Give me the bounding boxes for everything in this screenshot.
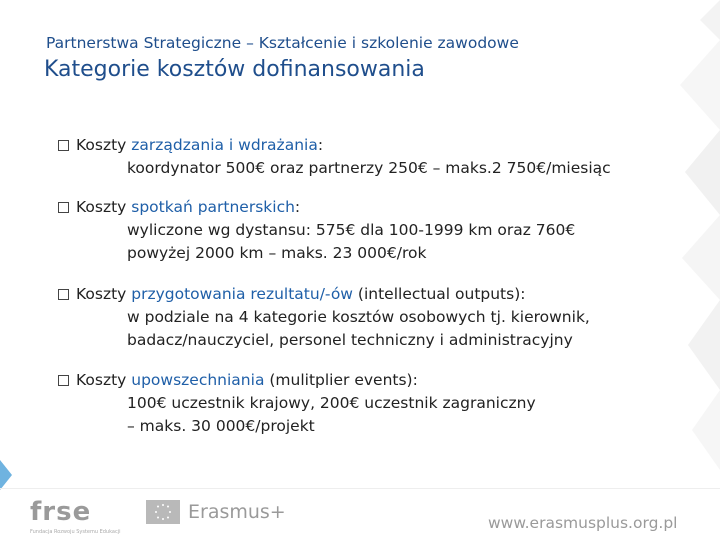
cost-item-management: [58, 134, 611, 180]
item-suffix: (intellectual outputs):: [352, 285, 526, 303]
item-detail-line: badacz/nauczyciel, personel techniczny i administracyjny: [127, 331, 573, 349]
presentation-subtitle: Partnerstwa Strategiczne – Kształcenie i szkolenie zawodowe: [46, 34, 519, 52]
cost-item-dissemination: [58, 369, 536, 438]
checkbox-bullet-icon: [58, 375, 69, 386]
item-detail-line: w podziale na 4 kategorie kosztów osobowych tj. kierownik,: [127, 308, 590, 326]
erasmus-label: Erasmus+: [188, 501, 286, 523]
website-url: www.erasmusplus.org.pl: [488, 514, 678, 532]
item-suffix: :: [317, 136, 324, 154]
eu-flag-icon: [146, 500, 180, 524]
decorative-triangles: [680, 0, 720, 470]
frse-caption: Fundacja Rozwoju Systemu Edukacji: [30, 529, 121, 535]
decorative-triangle-left: [0, 450, 14, 490]
item-suffix: :: [294, 198, 301, 216]
slide-title: Kategorie kosztów dofinansowania: [44, 57, 425, 82]
erasmus-logo: [146, 500, 286, 524]
item-prefix: Koszty: [76, 198, 132, 216]
item-prefix: Koszty: [76, 136, 132, 154]
item-highlight: upowszechniania: [131, 371, 265, 389]
cost-item-outputs: [58, 283, 590, 352]
item-prefix: Koszty: [76, 371, 132, 389]
item-highlight: przygotowania rezultatu/-ów: [131, 285, 353, 303]
item-prefix: Koszty: [76, 285, 132, 303]
cost-item-meetings: [58, 196, 575, 265]
item-detail-line: wyliczone wg dystansu: 575€ dla 100-1999 km oraz 760€: [127, 221, 576, 239]
item-detail-line: – maks. 30 000€/projekt: [127, 417, 315, 435]
item-highlight: zarządzania i wdrażania: [131, 136, 318, 154]
item-detail-line: 100€ uczestnik krajowy, 200€ uczestnik zagraniczny: [127, 394, 536, 412]
item-detail-line: koordynator 500€ oraz partnerzy 250€ – maks.2 750€/miesiąc: [127, 159, 611, 177]
checkbox-bullet-icon: [58, 202, 69, 213]
item-detail-line: powyżej 2000 km – maks. 23 000€/rok: [127, 244, 427, 262]
item-suffix: (mulitplier events):: [264, 371, 418, 389]
frse-logo: [30, 497, 121, 535]
checkbox-bullet-icon: [58, 289, 69, 300]
frse-logo-text: frse: [30, 497, 92, 527]
item-highlight: spotkań partnerskich: [131, 198, 295, 216]
footer-divider: [0, 488, 720, 489]
checkbox-bullet-icon: [58, 140, 69, 151]
